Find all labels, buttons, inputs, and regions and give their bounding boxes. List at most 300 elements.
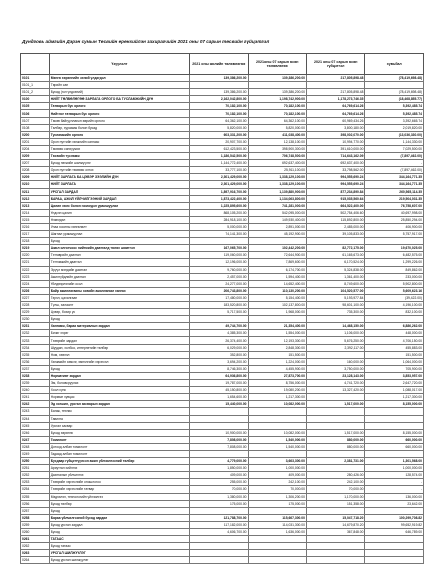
row-annual-plan: 1,654,600.00: [190, 394, 248, 401]
row-annual-plan: 12,196,000.00: [190, 259, 248, 266]
row-difference: (18,468,855.77): [365, 96, 424, 103]
row-cumulative-actual: [306, 422, 364, 429]
row-indicator: Дотоод албан томилолт: [49, 443, 189, 450]
row-indicator: Нийтлэг татварын бус орлого: [49, 110, 189, 117]
row-difference: 1,088,017.00: [365, 387, 424, 394]
row-difference: [365, 536, 424, 543]
row-cumulative-plan: 12,193,300.00: [248, 337, 306, 344]
row-cumulative-actual: 3,800,180.00: [306, 124, 364, 131]
table-row: [21, 443, 424, 450]
table-row: [21, 507, 424, 514]
row-cumulative-plan: [248, 316, 306, 323]
row-annual-plan: [190, 316, 248, 323]
table-row: [21, 493, 424, 500]
row-cumulative-plan: 45,192,900.00: [248, 231, 306, 238]
row-code: 0248: [21, 443, 50, 450]
row-indicator: НИЙТ ЗАРЛАГА БА ЦЭВЭР ЗЭЭЛИЙН ДҮН: [49, 174, 189, 181]
row-indicator: Гадаад албан томилолт: [49, 450, 189, 457]
row-annual-plan: 8,746,300.00: [190, 365, 248, 372]
row-cumulative-plan: 242,100.00: [248, 479, 306, 486]
row-code: 0230: [21, 316, 50, 323]
row-difference: (7,897,462.00): [365, 153, 424, 160]
row-annual-plan: 255,000.00: [190, 479, 248, 486]
row-code: 0259: [21, 521, 50, 528]
row-code: 0249: [21, 450, 50, 457]
table-row: [21, 323, 424, 330]
row-difference: 4,196,100.00: [365, 302, 424, 309]
row-code: 0227: [21, 294, 50, 301]
row-annual-plan: 6,029,000.00: [190, 344, 248, 351]
row-difference: 260,565,114.35: [365, 188, 424, 195]
row-annual-plan: [190, 450, 248, 457]
row-annual-plan: 15,440,000.00: [190, 401, 248, 408]
table-row: [21, 436, 424, 443]
row-code: 0246: [21, 429, 50, 436]
row-cumulative-actual: [306, 394, 364, 401]
row-code: 0217: [21, 231, 50, 238]
row-indicator: Бусдаар гүйцэтгүүлсэн ажил үйлчилгээний төлбөр: [49, 458, 189, 465]
table-row: [21, 89, 424, 96]
row-code: 0240: [21, 387, 50, 394]
row-cumulative-actual: 2,381,731.00: [306, 458, 364, 465]
row-difference: [365, 408, 424, 415]
row-cumulative-plan: 175,000.00: [248, 500, 306, 507]
row-code: 0208: [21, 167, 50, 174]
table-row: [21, 536, 424, 543]
row-difference: [365, 507, 424, 514]
row-indicator: УРСГАЛ ЗАРДАЛ: [49, 188, 189, 195]
row-indicator: Мөнгө хөрөнгийн эхний үлдэгдэл: [49, 75, 189, 82]
table-row: [21, 209, 424, 216]
row-code: 0219: [21, 245, 50, 252]
row-indicator: Ном, хэвлэл: [49, 351, 189, 358]
table-row: [21, 486, 424, 493]
row-annual-plan: 121,788,700.00: [190, 514, 248, 521]
row-annual-plan: 1,144,772,400.00: [190, 160, 248, 167]
row-cumulative-actual: 994,555,690.24: [306, 174, 364, 181]
row-code: 0101: [21, 75, 50, 82]
row-code: 0216: [21, 223, 50, 230]
row-code: 0238: [21, 372, 50, 379]
row-indicator: Хангамж, бараа материалын зардал: [49, 323, 189, 330]
row-annual-plan: [190, 557, 248, 564]
row-indicator: Тээврийн хэрэгслийн оношлогоо: [49, 479, 189, 486]
row-indicator: Нэмэгдэл: [49, 216, 189, 223]
row-code: 0228: [21, 302, 50, 309]
header-row: [21, 54, 424, 75]
row-code: 0108: [21, 124, 50, 131]
row-annual-plan: [190, 550, 248, 557]
row-indicator: Татварын бус орлого: [49, 103, 189, 110]
row-difference: [365, 316, 424, 323]
row-cumulative-plan: 409,000.00: [248, 472, 306, 479]
row-cumulative-plan: 70,000.00: [248, 486, 306, 493]
row-code: 0101_1: [21, 82, 50, 89]
row-cumulative-plan: 1,224,000.00: [248, 358, 306, 365]
row-difference: (78,419,698.48): [365, 75, 424, 82]
row-cumulative-actual: 5,193,977.84: [306, 294, 364, 301]
row-cumulative-actual: 994,555,690.24: [306, 181, 364, 188]
row-difference: 23,642.00: [365, 500, 424, 507]
row-code: 0262: [21, 543, 50, 550]
row-annual-plan: 1,850,000.00: [190, 465, 248, 472]
row-indicator: Тээврийн хэрэгслийн татвар: [49, 486, 189, 493]
row-annual-plan: 117,182,000.00: [190, 521, 248, 528]
row-difference: 646,789.00: [365, 529, 424, 536]
row-cumulative-actual: 14,468,150.00: [306, 323, 364, 330]
row-cumulative-actual: 10,994,770.00: [306, 138, 364, 145]
row-indicator: Шагнал урамшуулал: [49, 231, 189, 238]
row-code: 0236: [21, 358, 50, 365]
row-code: 0204: [21, 145, 50, 152]
row-code: 0209: [21, 174, 50, 181]
row-code: 0232: [21, 330, 50, 337]
row-indicator: Цэвэр, бохир ус: [49, 309, 189, 316]
table-row: [21, 266, 424, 273]
row-annual-plan: 70,182,100.00: [190, 110, 248, 117]
row-indicator: Төрийн сан: [49, 82, 189, 89]
row-code: 0241: [21, 394, 50, 401]
row-cumulative-plan: 14,652,400.00: [248, 280, 306, 287]
row-code: 0260: [21, 529, 50, 536]
row-indicator: Ариутгал хийлгэх: [49, 465, 189, 472]
budget-table: [20, 53, 424, 564]
row-annual-plan: [190, 415, 248, 422]
row-code: 0256: [21, 500, 50, 507]
row-code: 0107: [21, 117, 50, 124]
row-difference: 25,850,294.00: [365, 216, 424, 223]
row-annual-plan: 175,000.00: [190, 500, 248, 507]
row-code: 0255: [21, 493, 50, 500]
row-difference: 136,000.00: [365, 493, 424, 500]
row-cumulative-actual: [306, 550, 364, 557]
row-indicator: Бусад урсгал зардал: [49, 521, 189, 528]
row-cumulative-plan: 1,540,000.00: [248, 436, 306, 443]
header-annual-plan: 2021 оны жилийн төлөвлөгөө: [190, 54, 248, 75]
table-row: [21, 394, 424, 401]
row-indicator: Ажилгүйдлийн даатгал: [49, 273, 189, 280]
row-code: 0211: [21, 188, 50, 195]
row-difference: 233,000.00: [365, 273, 424, 280]
row-code: 0235: [21, 351, 50, 358]
row-cumulative-plan: 398,900,300.00: [248, 145, 306, 152]
row-cumulative-plan: 139,386,200.00: [248, 89, 306, 96]
row-cumulative-actual: [306, 351, 364, 358]
row-cumulative-actual: 1,106,000.00: [306, 330, 364, 337]
row-code: 0212: [21, 195, 50, 202]
row-annual-plan: 26,374,400.00: [190, 337, 248, 344]
row-code: 0106: [21, 110, 50, 117]
table-row: [21, 529, 424, 536]
row-annual-plan: 19,787,000.00: [190, 380, 248, 387]
row-difference: 219,504,031.35: [365, 195, 424, 202]
row-indicator: Орон нутгийн төсвөөс олгох: [49, 167, 189, 174]
row-annual-plan: 5,000,000.00: [190, 223, 248, 230]
row-cumulative-actual: 3,750,000.00: [306, 365, 364, 372]
row-cumulative-actual: [306, 415, 364, 422]
row-indicator: Бусад төлбөр: [49, 500, 189, 507]
row-difference: 1,000,000.00: [365, 465, 424, 472]
row-indicator: Тэтгаврийн даатгал: [49, 252, 189, 259]
row-indicator: Үйлдвэрлэлийн осол: [49, 280, 189, 287]
row-cumulative-actual: 1,517,000.00: [306, 401, 364, 408]
row-cumulative-plan: 706,748,500.00: [248, 153, 306, 160]
row-code: 0245: [21, 422, 50, 429]
row-indicator: УРСГАЛ ШИЛЖҮҮЛЭГ: [49, 550, 189, 557]
row-annual-plan: 10,900,000.00: [190, 429, 248, 436]
row-indicator: Бусад: [49, 238, 189, 245]
row-annual-plan: [190, 543, 248, 550]
row-annual-plan: 119,060,000.00: [190, 252, 248, 259]
row-code: 0218: [21, 238, 50, 245]
row-cumulative-plan: 1,134,063,800.00: [248, 195, 306, 202]
table-row: [21, 287, 424, 294]
row-difference: 6,886,262.00: [365, 323, 424, 330]
row-cumulative-plan: [248, 408, 306, 415]
row-indicator: Хоол хүнс: [49, 387, 189, 394]
row-annual-plan: 2,301,429,000.00: [190, 174, 248, 181]
row-difference: 455,883.00: [365, 344, 424, 351]
row-difference: -: [365, 486, 424, 493]
row-difference: 5,392,485.74: [365, 110, 424, 117]
row-indicator: Орон нутгийн хөгжлийн сангаас: [49, 138, 189, 145]
row-cumulative-actual: [306, 507, 364, 514]
row-annual-plan: 868,105,200.00: [190, 209, 248, 216]
row-cumulative-plan: 25,911,100.00: [248, 167, 306, 174]
row-cumulative-actual: 5,324,838.00: [306, 266, 364, 273]
row-cumulative-plan: 27,873,700.00: [248, 372, 306, 379]
row-difference: 151,500.00: [365, 351, 424, 358]
row-difference: 40,697,998.00: [365, 209, 424, 216]
row-cumulative-actual: 104,520,577.00: [306, 287, 364, 294]
row-annual-plan: 2,162,042,800.00: [190, 96, 248, 103]
row-annual-plan: 74,141,300.00: [190, 231, 248, 238]
row-difference: 660,000.00: [365, 443, 424, 450]
table-row: [21, 330, 424, 337]
row-cumulative-actual: 877,234,890.84: [306, 188, 364, 195]
row-cumulative-actual: 60,969,434.26: [306, 117, 364, 124]
row-difference: (78,419,698.48): [365, 89, 424, 96]
row-cumulative-actual: 2,485,000.00: [306, 223, 364, 230]
row-annual-plan: 5,717,500.00: [190, 309, 248, 316]
row-indicator: Бусад татаас: [49, 543, 189, 550]
header-indicator: Үзүүлэлт: [49, 54, 189, 75]
row-code: 0233: [21, 337, 50, 344]
row-cumulative-plan: 10,082,000.00: [248, 401, 306, 408]
row-indicator: Бусад: [49, 529, 189, 536]
row-difference: [365, 543, 424, 550]
row-code: 0243: [21, 408, 50, 415]
row-code: 0247: [21, 436, 50, 443]
row-cumulative-plan: 1,338,129,100.00: [248, 174, 306, 181]
row-code: 0257: [21, 507, 50, 514]
row-cumulative-plan: 2,891,000.00: [248, 223, 306, 230]
row-difference: 849,862.00: [365, 266, 424, 273]
table-row: [21, 117, 424, 124]
row-cumulative-plan: 110,130,200.00: [248, 287, 306, 294]
row-difference: 128,574.00: [365, 472, 424, 479]
row-annual-plan: 1,897,916,700.00: [190, 188, 248, 195]
table-row: [21, 309, 424, 316]
row-cumulative-plan: 1,594,400.00: [248, 273, 306, 280]
row-annual-plan: 1,225,895,600.00: [190, 202, 248, 209]
table-row: [21, 358, 424, 365]
row-annual-plan: 4,385,300.00: [190, 330, 248, 337]
row-cumulative-actual: 4,741,720.00: [306, 380, 364, 387]
row-code: 0237: [21, 365, 50, 372]
row-cumulative-actual: 1,170,000.00: [306, 493, 364, 500]
table-row: [21, 344, 424, 351]
row-difference: 8,155,000.00: [365, 401, 424, 408]
table-row: [21, 138, 424, 145]
row-cumulative-actual: 2,392,117.00: [306, 344, 364, 351]
row-cumulative-plan: 5,154,400.00: [248, 294, 306, 301]
row-annual-plan: 7,808,000.00: [190, 443, 248, 450]
table-row: [21, 521, 424, 528]
table-row: [21, 514, 424, 521]
row-cumulative-plan: 6,174,700.00: [248, 266, 306, 273]
row-cumulative-plan: 1,306,200.00: [248, 493, 306, 500]
row-cumulative-actual: 15,047,718.20: [306, 514, 364, 521]
table-row: [21, 245, 424, 252]
row-indicator: Түлш, халаалт: [49, 302, 189, 309]
row-difference: 832,100.00: [365, 309, 424, 316]
header-code: [21, 54, 50, 75]
row-cumulative-plan: 1,217,300.00: [248, 394, 306, 401]
row-cumulative-actual: 160,000.00: [306, 358, 364, 365]
row-code: 0242: [21, 401, 50, 408]
row-cumulative-actual: 280,426.00: [306, 472, 364, 479]
row-annual-plan: 49,744,700.00: [190, 323, 248, 330]
row-cumulative-actual: 13,327,420.00: [306, 387, 364, 394]
row-indicator: Бусад (гол үндсэний): [49, 89, 189, 96]
table-row: [21, 337, 424, 344]
row-cumulative-plan: 102,442,200.00: [248, 245, 306, 252]
row-annual-plan: [190, 238, 248, 245]
row-cumulative-actual: [306, 450, 364, 457]
row-difference: 99,652,919.82: [365, 521, 424, 528]
row-indicator: Мэдээлэл, технологийн үйлчилгээ: [49, 493, 189, 500]
table-row: [21, 372, 424, 379]
table-row: [21, 500, 424, 507]
row-code: 0213: [21, 202, 50, 209]
row-cumulative-actual: 82,772,175.00: [306, 245, 364, 252]
row-difference: 705,900.00: [365, 365, 424, 372]
row-cumulative-plan: 542,095,000.00: [248, 209, 306, 216]
row-cumulative-actual: 1,178,273,746.35: [306, 96, 364, 103]
row-cumulative-actual: 6,170,524.00: [306, 259, 364, 266]
row-cumulative-plan: 102,137,800.00: [248, 302, 306, 309]
table-row: [21, 557, 424, 564]
row-annual-plan: 17,480,000.00: [190, 294, 248, 301]
row-cumulative-actual: 391,610,000.00: [306, 145, 364, 152]
row-indicator: Бичиг хэрэг: [49, 330, 189, 337]
row-indicator: Унаа хоолны хөнгөлөлт: [49, 223, 189, 230]
row-indicator: Шуудан, холбоо, интернетийн төлбөр: [49, 344, 189, 351]
row-code: 0252: [21, 472, 50, 479]
row-cumulative-plan: 12,138,100.00: [248, 138, 306, 145]
row-indicator: Багаж, техник: [49, 408, 189, 415]
table-row: [21, 316, 424, 323]
table-row: [21, 415, 424, 422]
row-cumulative-actual: 502,754,406.60: [306, 209, 364, 216]
row-cumulative-actual: 5,676,250.00: [306, 337, 364, 344]
row-difference: 76,758,607.00: [365, 202, 424, 209]
row-code: 0234: [21, 344, 50, 351]
row-annual-plan: 409,000.00: [190, 472, 248, 479]
row-cumulative-actual: 692,637,400.00: [306, 160, 364, 167]
row-cumulative-actual: 14,679,870.20: [306, 521, 364, 528]
header-cumulative-plan: 2021оны 07 сарын өсөн төлөвлөгөө: [248, 54, 306, 75]
row-annual-plan: [190, 507, 248, 514]
row-difference: 3,853,957.00: [365, 372, 424, 379]
row-indicator: Тавилга: [49, 415, 189, 422]
row-indicator: НИЙТ ТӨЛВӨЛӨГӨӨ ЗАРЛАГА ОРЛОГО БА ТУСЛАМЖИЙН ДҮН: [49, 96, 189, 103]
row-annual-plan: 206,743,800.00: [190, 287, 248, 294]
row-code: 0253: [21, 479, 50, 486]
table-row: [21, 216, 424, 223]
row-indicator: ТАТААС: [49, 536, 189, 543]
row-cumulative-actual: 64,769,614.26: [306, 110, 364, 117]
row-cumulative-plan: 3,663,300.00: [248, 458, 306, 465]
row-cumulative-plan: 1,198,742,900.00: [248, 96, 306, 103]
row-indicator: Хөгжмийн зэмсэг, эмнэлгийн хэрэгсэл: [49, 358, 189, 365]
row-difference: 100,299,708.82: [365, 514, 424, 521]
row-difference: -: [365, 160, 424, 167]
row-indicator: Бусад урсгал шилжүүлэг: [49, 557, 189, 564]
table-row: [21, 202, 424, 209]
table-row: [21, 408, 424, 415]
row-cumulative-plan: 1,338,129,100.00: [248, 181, 306, 188]
row-code: 0210: [21, 181, 50, 188]
table-row: [21, 103, 424, 110]
row-cumulative-plan: 1,139,880,900.00: [248, 188, 306, 195]
row-code: 0258: [21, 514, 50, 521]
row-cumulative-actual: 115,892,800.00: [306, 216, 364, 223]
row-cumulative-actual: 70,000.00: [306, 486, 364, 493]
row-code: 0229: [21, 309, 50, 316]
row-cumulative-actual: 1,361,400.00: [306, 273, 364, 280]
table-row: [21, 351, 424, 358]
row-cumulative-actual: 217,805,898.48: [306, 75, 364, 82]
table-row: [21, 231, 424, 238]
row-cumulative-actual: 8,749,600.00: [306, 280, 364, 287]
row-difference: 6,482,575.00: [365, 252, 424, 259]
row-indicator: Тэтгэмжийн даатгал: [49, 259, 189, 266]
row-cumulative-plan: 72,644,900.00: [248, 252, 306, 259]
row-cumulative-actual: [306, 408, 364, 415]
table-row: [21, 160, 424, 167]
table-row: [21, 365, 424, 372]
row-cumulative-actual: 33,798,562.00: [306, 167, 364, 174]
row-code: 0239: [21, 380, 50, 387]
row-cumulative-actual: 398,002,070.00: [306, 131, 364, 138]
row-cumulative-plan: 151,500.00: [248, 351, 306, 358]
row-cumulative-actual: [306, 238, 364, 245]
row-code: 0250: [21, 458, 50, 465]
row-code: 0201: [21, 138, 50, 145]
table-row: [21, 75, 424, 82]
row-cumulative-actual: 242,100.00: [306, 479, 364, 486]
row-difference: 344,164,771.35: [365, 181, 424, 188]
row-difference: 8,155,000.00: [365, 429, 424, 436]
row-annual-plan: [190, 422, 248, 429]
header-cumulative-actual: 2021 оны 07 сарын өсөн гүйцэтгэл: [306, 54, 364, 75]
row-cumulative-plan: [248, 543, 306, 550]
row-cumulative-actual: 880,000.00: [306, 443, 364, 450]
row-indicator: Төсөв байгууллагын өөрийн орлого: [49, 117, 189, 124]
row-difference: 19,670,025.00: [365, 245, 424, 252]
